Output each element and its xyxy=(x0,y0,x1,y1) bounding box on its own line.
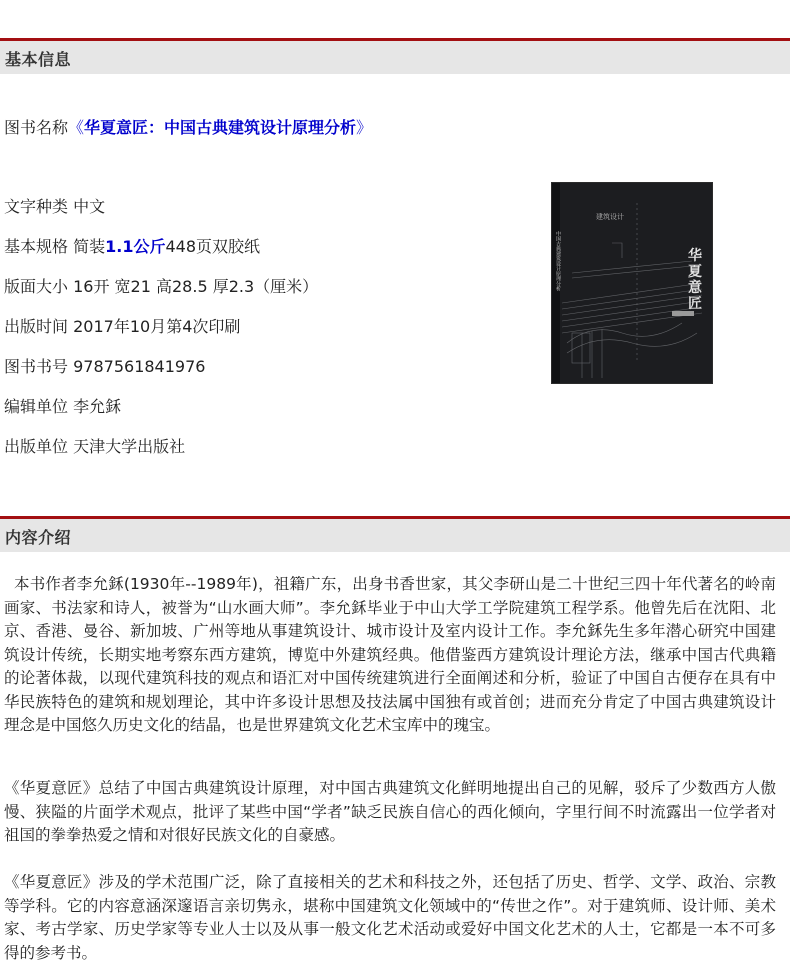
content-intro-heading: 内容介绍 xyxy=(5,528,72,547)
svg-text:建筑设计: 建筑设计 xyxy=(596,213,624,221)
isbn-value: 9787561841976 xyxy=(73,357,206,376)
date-row xyxy=(4,317,240,337)
editor-value: 李允鉌 xyxy=(73,397,122,416)
language-value: 中文 xyxy=(73,197,106,216)
editor-label: 编辑单位 xyxy=(4,397,69,416)
spec-pages: 448页双胶纸 xyxy=(165,237,261,256)
spec-row xyxy=(4,237,260,257)
intro-paragraph-1: 本书作者李允鉌(1930年--1989年)，祖籍广东，出身书香世家，其父李研山是二十世纪三四十年代著名的岭南画家、书法家和诗人，被誉为“山水画大师”。李允鉌毕业于中山大学工学院建筑工程学系。他曾先后在沈阳、北京、香港、曼谷、新加坡、广州等地从事建筑设计、城市设计及室内设计工作。李允鉌先生多年潜心研究中国建筑设计传统，长期实地考察东西方建筑，博览中外建筑经典。他借鉴西方建筑设计理论方法，继承中国古代典籍的论著体裁，以现代建筑科技的观点和语汇对中国传统建筑进行全面阐述和分析，验证了中国自古便存在具有中华民族特色的建筑和规划理论，其中许多设计思想及技法属中国独有或首创；进而充分肯定了中国古典建筑设计理念是中国悠久历史文化的结晶，也是世界建筑文化艺术宝库中的瑰宝。 xyxy=(4,575,776,734)
book-name-label: 图书名称 xyxy=(4,118,69,137)
book-title-link[interactable]: 华夏意匠：中国古典建筑设计原理分析 xyxy=(84,118,357,137)
cover-series-text: 中国古典建筑设计原理分析 xyxy=(555,231,561,291)
language-row xyxy=(4,197,105,217)
intro-paragraph-3: 《华夏意匠》涉及的学术范围广泛，除了直接相关的艺术和科技之外，还包括了历史、哲学、文学、政治、宗教等学科。它的内容意涵深邃语言亲切隽永，堪称中国建筑文化领域中的“传世之作”。对于建筑师、设计师、美术家、考古学家、历史学家等专业人士以及从事一般文化艺术活动或爱好中国文化艺术的人士，它都是一本不可多得的参考书。 xyxy=(4,873,776,962)
size-value: 16开 宽21 高28.5 厚2.3（厘米） xyxy=(73,277,319,296)
spec-label: 基本规格 xyxy=(4,237,69,256)
basic-info-section-bar xyxy=(0,38,790,74)
editor-row xyxy=(4,397,121,417)
book-cover-image xyxy=(552,183,712,383)
date-value: 2017年10月第4次印刷 xyxy=(73,317,241,336)
language-label: 文字种类 xyxy=(4,197,69,216)
date-label: 出版时间 xyxy=(4,317,69,336)
spec-weight: 1.1公斤 xyxy=(105,237,166,256)
book-title-open-bracket: 《 xyxy=(68,118,85,137)
size-row xyxy=(4,277,318,297)
publisher-label: 出版单位 xyxy=(4,437,69,456)
isbn-row xyxy=(4,357,205,377)
cover-title-text: 华夏意匠 xyxy=(688,248,702,312)
book-title-close-bracket: 》 xyxy=(356,118,373,137)
content-intro-section-bar xyxy=(0,516,790,552)
publisher-row xyxy=(4,437,185,457)
publisher-value: 天津大学出版社 xyxy=(73,437,186,456)
book-name-row xyxy=(4,118,372,138)
size-label: 版面大小 xyxy=(4,277,69,296)
isbn-label: 图书书号 xyxy=(4,357,69,376)
spec-binding: 简装 xyxy=(73,237,106,256)
basic-info-heading: 基本信息 xyxy=(5,50,72,69)
intro-paragraph-2: 《华夏意匠》总结了中国古典建筑设计原理，对中国古典建筑文化鲜明地提出自己的见解，驳斥了少数西方人傲慢、狭隘的片面学术观点，批评了某些中国“学者”缺乏民族自信心的西化倾向，字里行间不时流露出一位学者对祖国的拳拳热爱之情和对很好民族文化的自豪感。 xyxy=(4,779,776,844)
